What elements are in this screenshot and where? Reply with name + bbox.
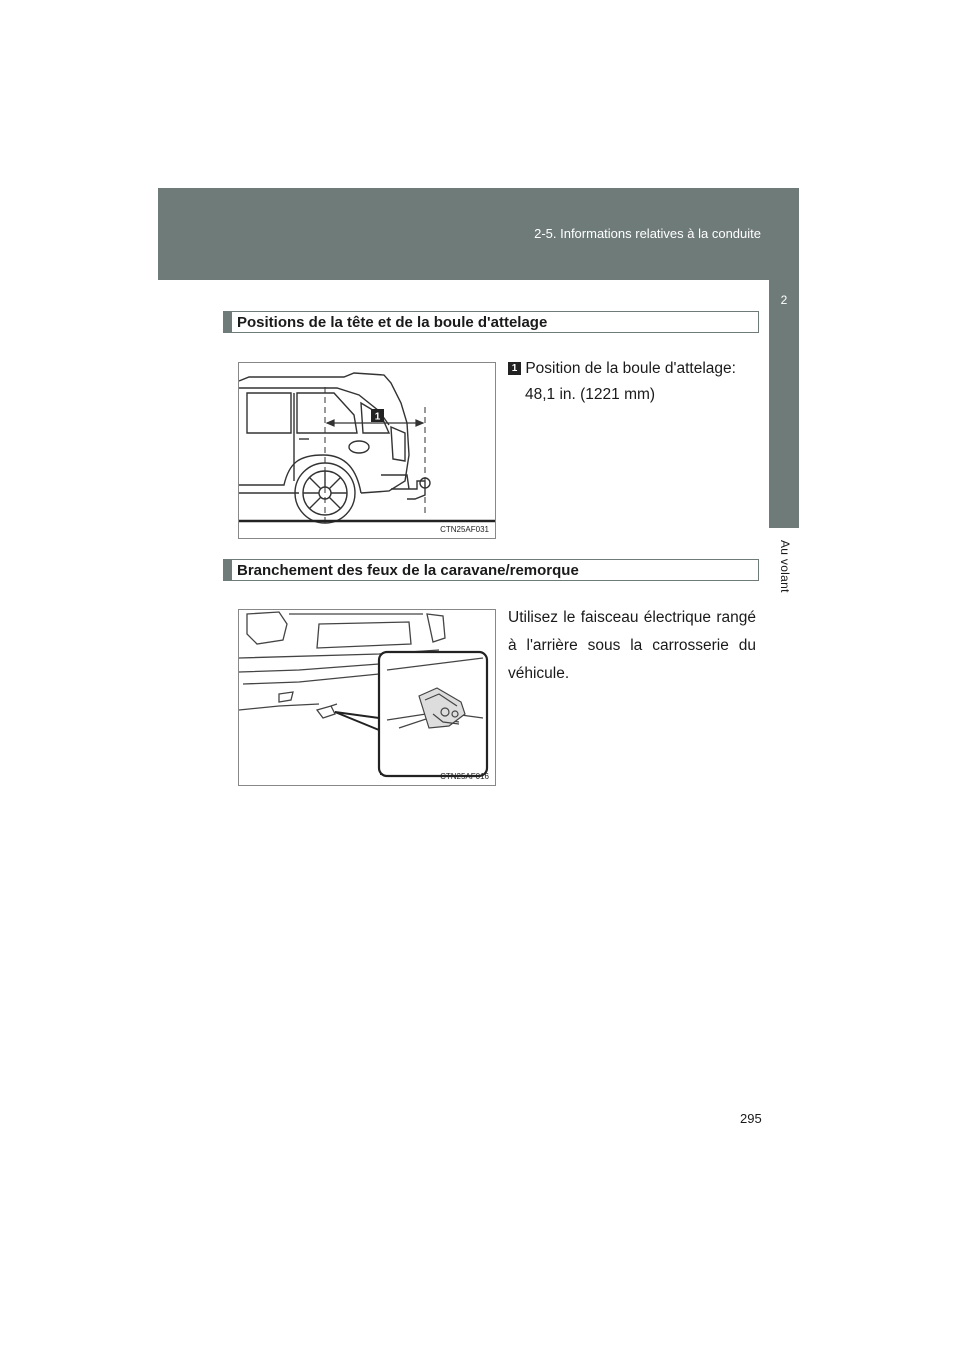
figure-code: CTN25AF016 [440, 772, 489, 781]
chapter-title: 2-5. Informations relatives à la conduite [534, 226, 761, 241]
section-heading-tow-ball [223, 311, 759, 333]
tow-ball-item [508, 356, 760, 408]
heading-marker [224, 560, 232, 580]
figure-code: CTN25AF031 [440, 525, 489, 534]
tow-ball-value: 48,1 in. (1221 mm) [525, 386, 656, 403]
trailer-lights-instructions: Utilisez le faisceau électrique rangé à l'arrière sous la carrosserie du véhicule. [508, 609, 756, 682]
chapter-header [158, 188, 799, 280]
callout-badge: 1 [508, 362, 521, 375]
chapter-side-label: Au volant [778, 540, 792, 593]
suv-rear-illustration [239, 363, 495, 538]
rear-bumper-illustration [239, 610, 495, 785]
figure-trailer-wiring [238, 609, 496, 786]
section-title: Positions de la tête et de la boule d'attelage [237, 314, 548, 331]
heading-marker [224, 312, 232, 332]
svg-text:1: 1 [374, 411, 381, 423]
chapter-side-tab [769, 264, 799, 528]
chapter-number: 2 [780, 293, 788, 307]
tow-ball-label: Position de la boule d'attelage: [525, 360, 736, 377]
page-number: 295 [740, 1111, 762, 1126]
section-title: Branchement des feux de la caravane/remorque [237, 562, 579, 579]
section-heading-trailer-lights [223, 559, 759, 581]
figure-tow-ball-position [238, 362, 496, 539]
